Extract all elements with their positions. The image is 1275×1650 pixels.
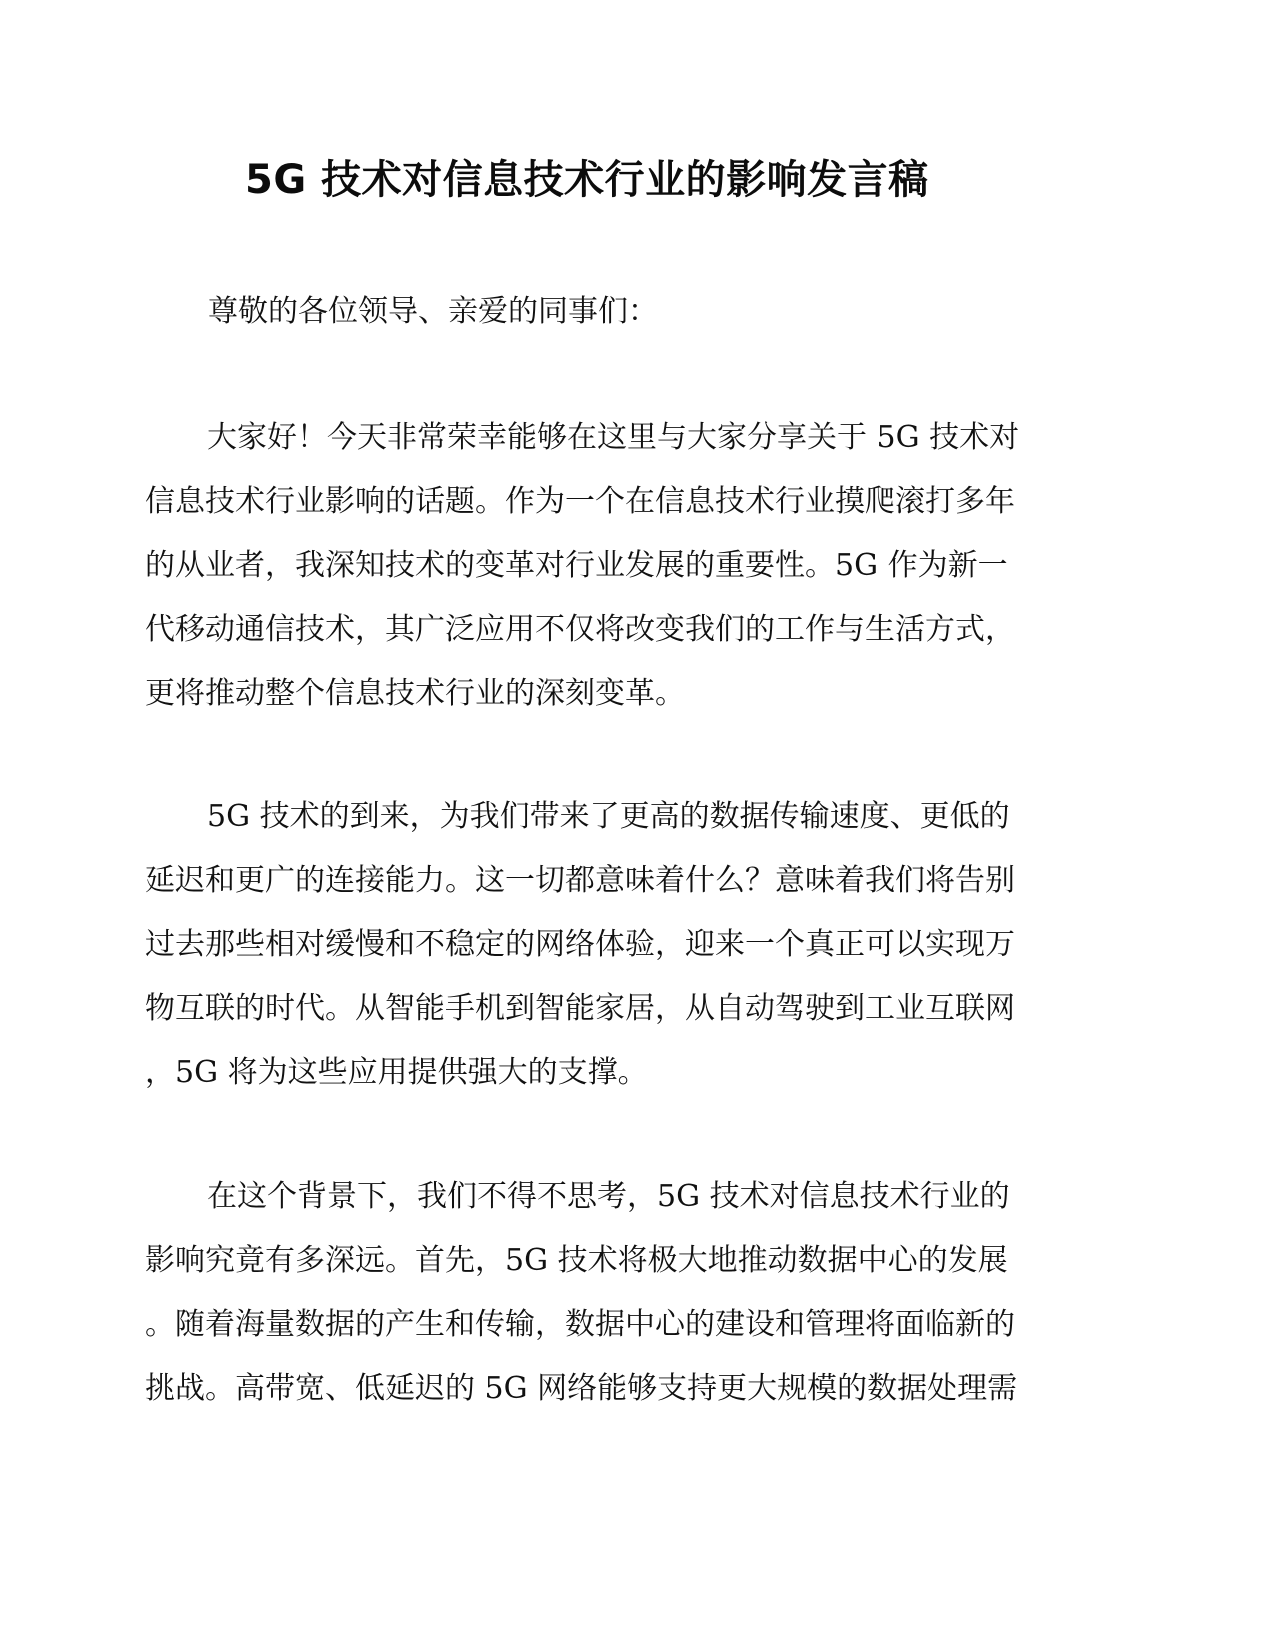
paragraph-line: 代移动通信技术，其广泛应用不仅将改变我们的工作与生活方式， xyxy=(145,612,1015,647)
paragraph-line: 在这个背景下，我们不得不思考，5G 技术对信息技术行业的 xyxy=(207,1179,1010,1214)
paragraph-line: 的从业者，我深知技术的变革对行业发展的重要性。5G 作为新一 xyxy=(145,548,1008,583)
paragraph-line: 信息技术行业影响的话题。作为一个在信息技术行业摸爬滚打多年 xyxy=(145,484,1015,519)
paragraph-3 xyxy=(145,1165,1145,1421)
paragraph-line: 物互联的时代。从智能手机到智能家居，从自动驾驶到工业互联网 xyxy=(145,991,1015,1026)
paragraph-line: 影响究竟有多深远。首先，5G 技术将极大地推动数据中心的发展 xyxy=(145,1243,1008,1278)
paragraph-line: 挑战。高带宽、低延迟的 5G 网络能够支持更大规模的数据处理需 xyxy=(145,1371,1018,1406)
greeting-line: 尊敬的各位领导、亲爱的同事们： xyxy=(208,294,658,329)
paragraph-line: 延迟和更广的连接能力。这一切都意味着什么？意味着我们将告别 xyxy=(145,863,1015,898)
paragraph-line: ，5G 将为这些应用提供强大的支撑。 xyxy=(145,1055,648,1090)
paragraph-line: 5G 技术的到来，为我们带来了更高的数据传输速度、更低的 xyxy=(207,799,1010,834)
paragraph-line: 大家好！今天非常荣幸能够在这里与大家分享关于 5G 技术对 xyxy=(207,420,1020,455)
document-title: 5G 技术对信息技术行业的影响发言稿 xyxy=(245,157,929,203)
paragraph-2 xyxy=(145,785,1145,1105)
paragraph-1 xyxy=(145,406,1145,726)
paragraph-line: 。随着海量数据的产生和传输，数据中心的建设和管理将面临新的 xyxy=(145,1307,1015,1342)
paragraph-line: 更将推动整个信息技术行业的深刻变革。 xyxy=(145,676,685,711)
paragraph-line: 过去那些相对缓慢和不稳定的网络体验，迎来一个真正可以实现万 xyxy=(145,927,1015,962)
